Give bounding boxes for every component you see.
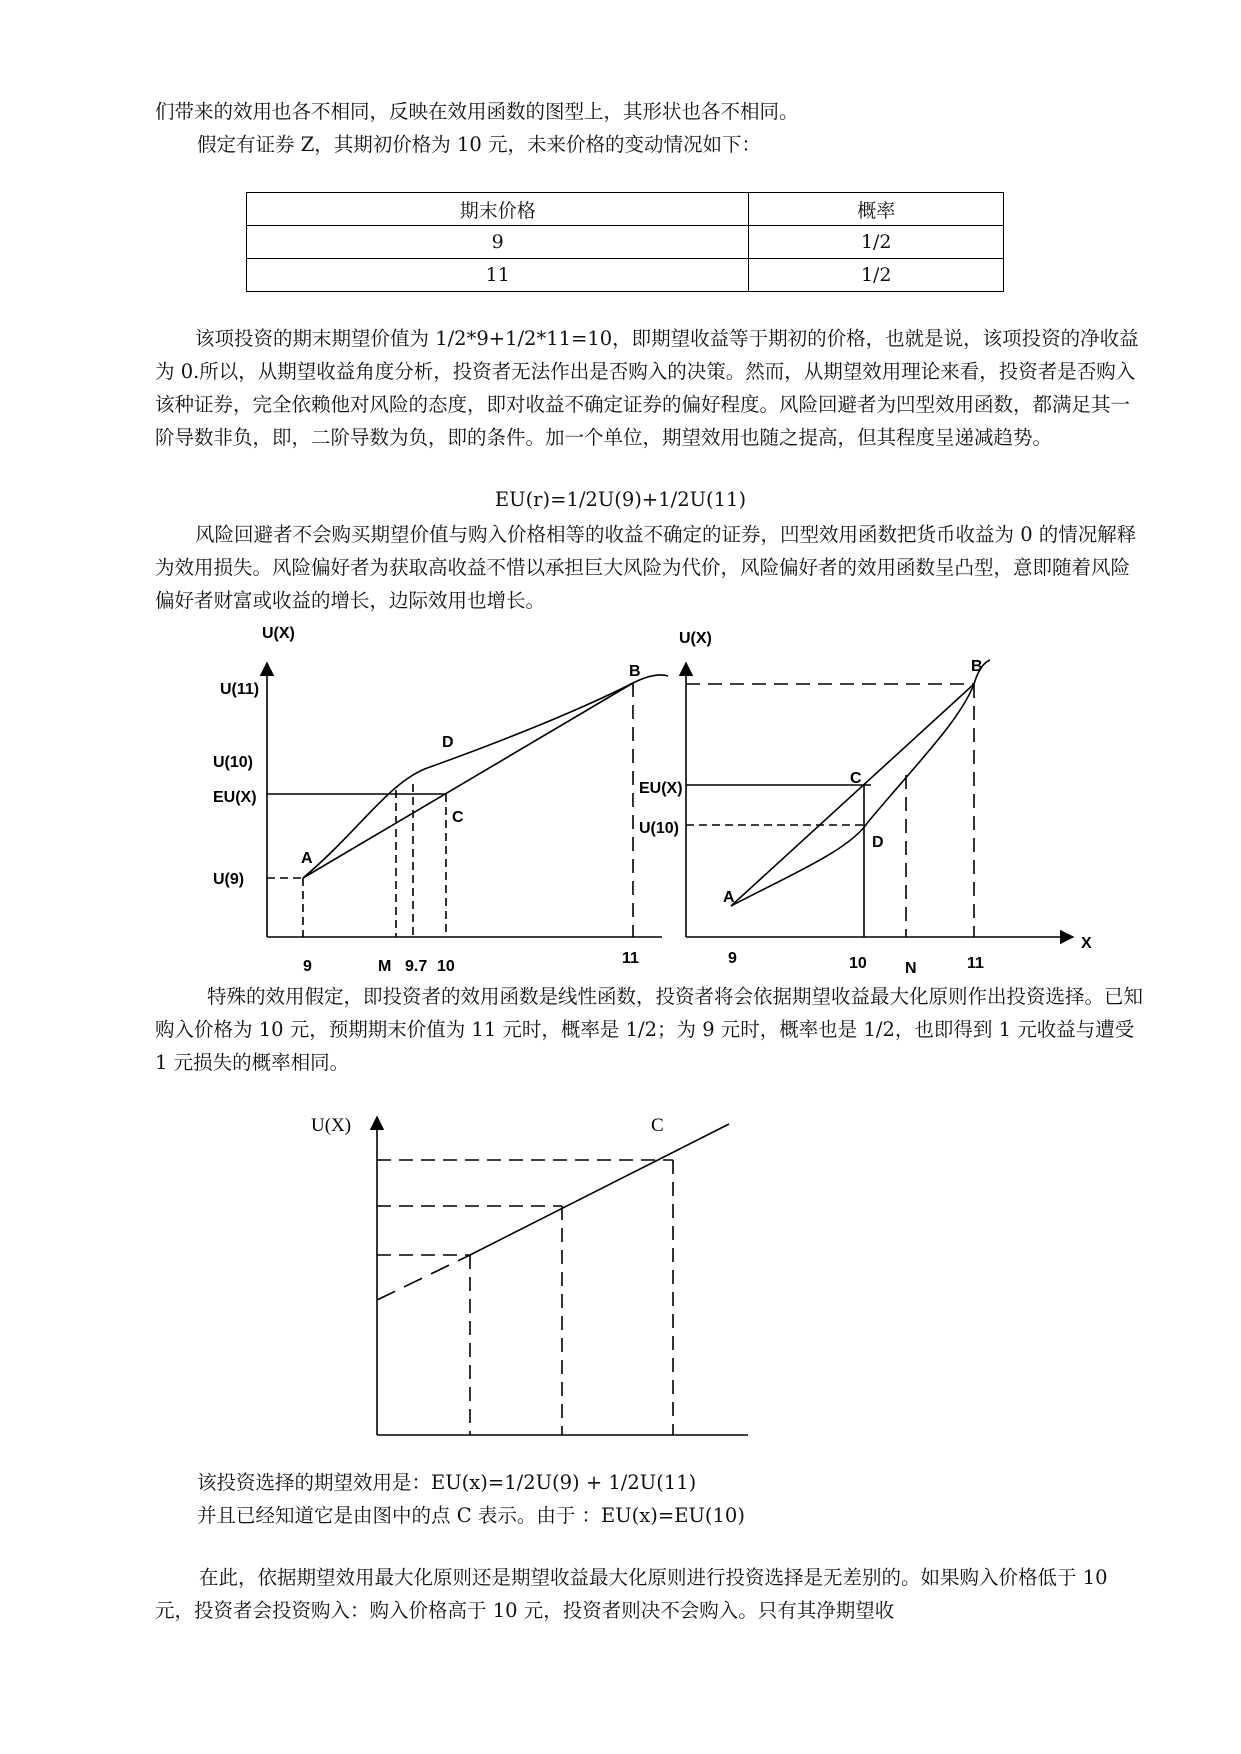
fig1-point-c: C: [452, 809, 464, 826]
fig2-chord-ab: [731, 684, 974, 906]
fig1-xtick-9: 9: [303, 958, 312, 975]
fig2-xtick-9: 9: [728, 950, 737, 967]
fig2-point-c: C: [850, 770, 862, 787]
paragraph-8: 在此，依据期望效用最大化原则还是期望收益最大化原则进行投资选择是无差别的。如果购入价格低于 10 元，投资者会投资购入：购入价格高于 10 元，投资者则决不会购入。只有其净期望收: [155, 1566, 1108, 1622]
fig2-point-a: A: [723, 889, 735, 906]
paragraph-5: 特殊的效用假定，即投资者的效用函数是线性函数，投资者将会依据期望收益最大化原则作出投资选择。已知购入价格为 10 元，预期期末价值为 11 元时，概率是 1/2；为 9 元时，概率也是 1/2，也即得到 1 元收益与遭受 1 元损失的概率相同。: [155, 985, 1144, 1074]
table-header-cell: 期末价格: [247, 193, 749, 226]
fig2-tick-u10: U(10): [639, 820, 680, 837]
fig1-tick-u11: U(11): [220, 681, 260, 698]
figure-2-risk-seeking: [686, 660, 1073, 937]
paragraph-3: 该项投资的期末期望价值为 1/2*9+1/2*11=10，即期望收益等于期初的价格，也就是说，该项投资的净收益为 0.所以，从期望收益角度分析，投资者无法作出是否购入的决策。然而，从期望效用理论来看，投资者是否购入该种证券，完全依赖他对风险的态度，即对收益不确定证券的偏好程度。风险回避者为凹型效用函数，都满足其一阶导数非负，即，二阶导数为负，即的条件。加一个单位，期望效用也随之提高，但其程度呈递减趋势。: [155, 327, 1139, 449]
fig3-utility-line: [470, 1124, 729, 1255]
fig1-point-a: A: [301, 850, 313, 867]
fig1-xtick-11: 11: [622, 950, 639, 967]
fig1-ylabel: U(X): [262, 625, 295, 642]
figure-3-risk-neutral: [377, 1117, 748, 1435]
figure-1-risk-averse: [267, 663, 668, 937]
table-cell: 1/2: [749, 259, 1004, 292]
fig1-tick-u10: U(10): [213, 754, 254, 771]
table-cell: 11: [247, 259, 749, 292]
fig3-ylabel: U(X): [311, 1115, 352, 1136]
fig2-point-d: D: [872, 834, 884, 851]
paragraph-6: 该投资选择的期望效用是：EU(x)=1/2U(9) + 1/2U(11): [197, 1471, 697, 1494]
paragraph-2: 假定有证券 Z，其期初价格为 10 元，未来价格的变动情况如下：: [197, 133, 761, 156]
fig1-tick-u9: U(9): [213, 871, 245, 888]
fig2-xlabel: X: [1081, 935, 1092, 952]
fig1-chord-ab: [303, 683, 633, 878]
paragraph-4: 风险回避者不会购买期望价值与购入价格相等的收益不确定的证券，凹型效用函数把货币收益为 0 的情况解释为效用损失。风险偏好者为获取高收益不惜以承担巨大风险为代价，风险偏好者的效用函数呈凸型，意即随着风险偏好者财富或收益的增长，边际效用也增长。: [155, 523, 1137, 612]
fig2-xtick-11: 11: [967, 955, 984, 972]
formula-eu-r: EU(r)=1/2U(9)+1/2U(11): [494, 488, 747, 511]
fig1-xtick-97: 9.7: [405, 958, 428, 975]
fig2-tick-eux: EU(X): [639, 780, 683, 797]
fig2-xtick-n: N: [905, 960, 917, 977]
table-cell: 1/2: [749, 226, 1004, 259]
table-header-cell: 概率: [749, 193, 1004, 226]
fig2-point-b: B: [971, 658, 983, 675]
fig1-xtick-m: M: [378, 958, 392, 975]
fig1-xtick-10: 10: [437, 958, 455, 975]
paragraph-1: 们带来的效用也各不相同，反映在效用函数的图型上，其形状也各不相同。: [155, 100, 799, 123]
fig1-point-d: D: [442, 734, 454, 751]
fig2-xtick-10: 10: [849, 955, 867, 972]
table-cell: 9: [247, 226, 749, 259]
fig3-point-c: C: [651, 1115, 664, 1136]
fig1-tick-eux: EU(X): [213, 789, 257, 806]
fig1-point-b: B: [629, 663, 641, 680]
fig3-dashed-start: [377, 1255, 470, 1300]
fig2-ylabel: U(X): [679, 630, 712, 647]
paragraph-7: 并且已经知道它是由图中的点 C 表示。由于 ：EU(x)=EU(10): [197, 1504, 745, 1527]
